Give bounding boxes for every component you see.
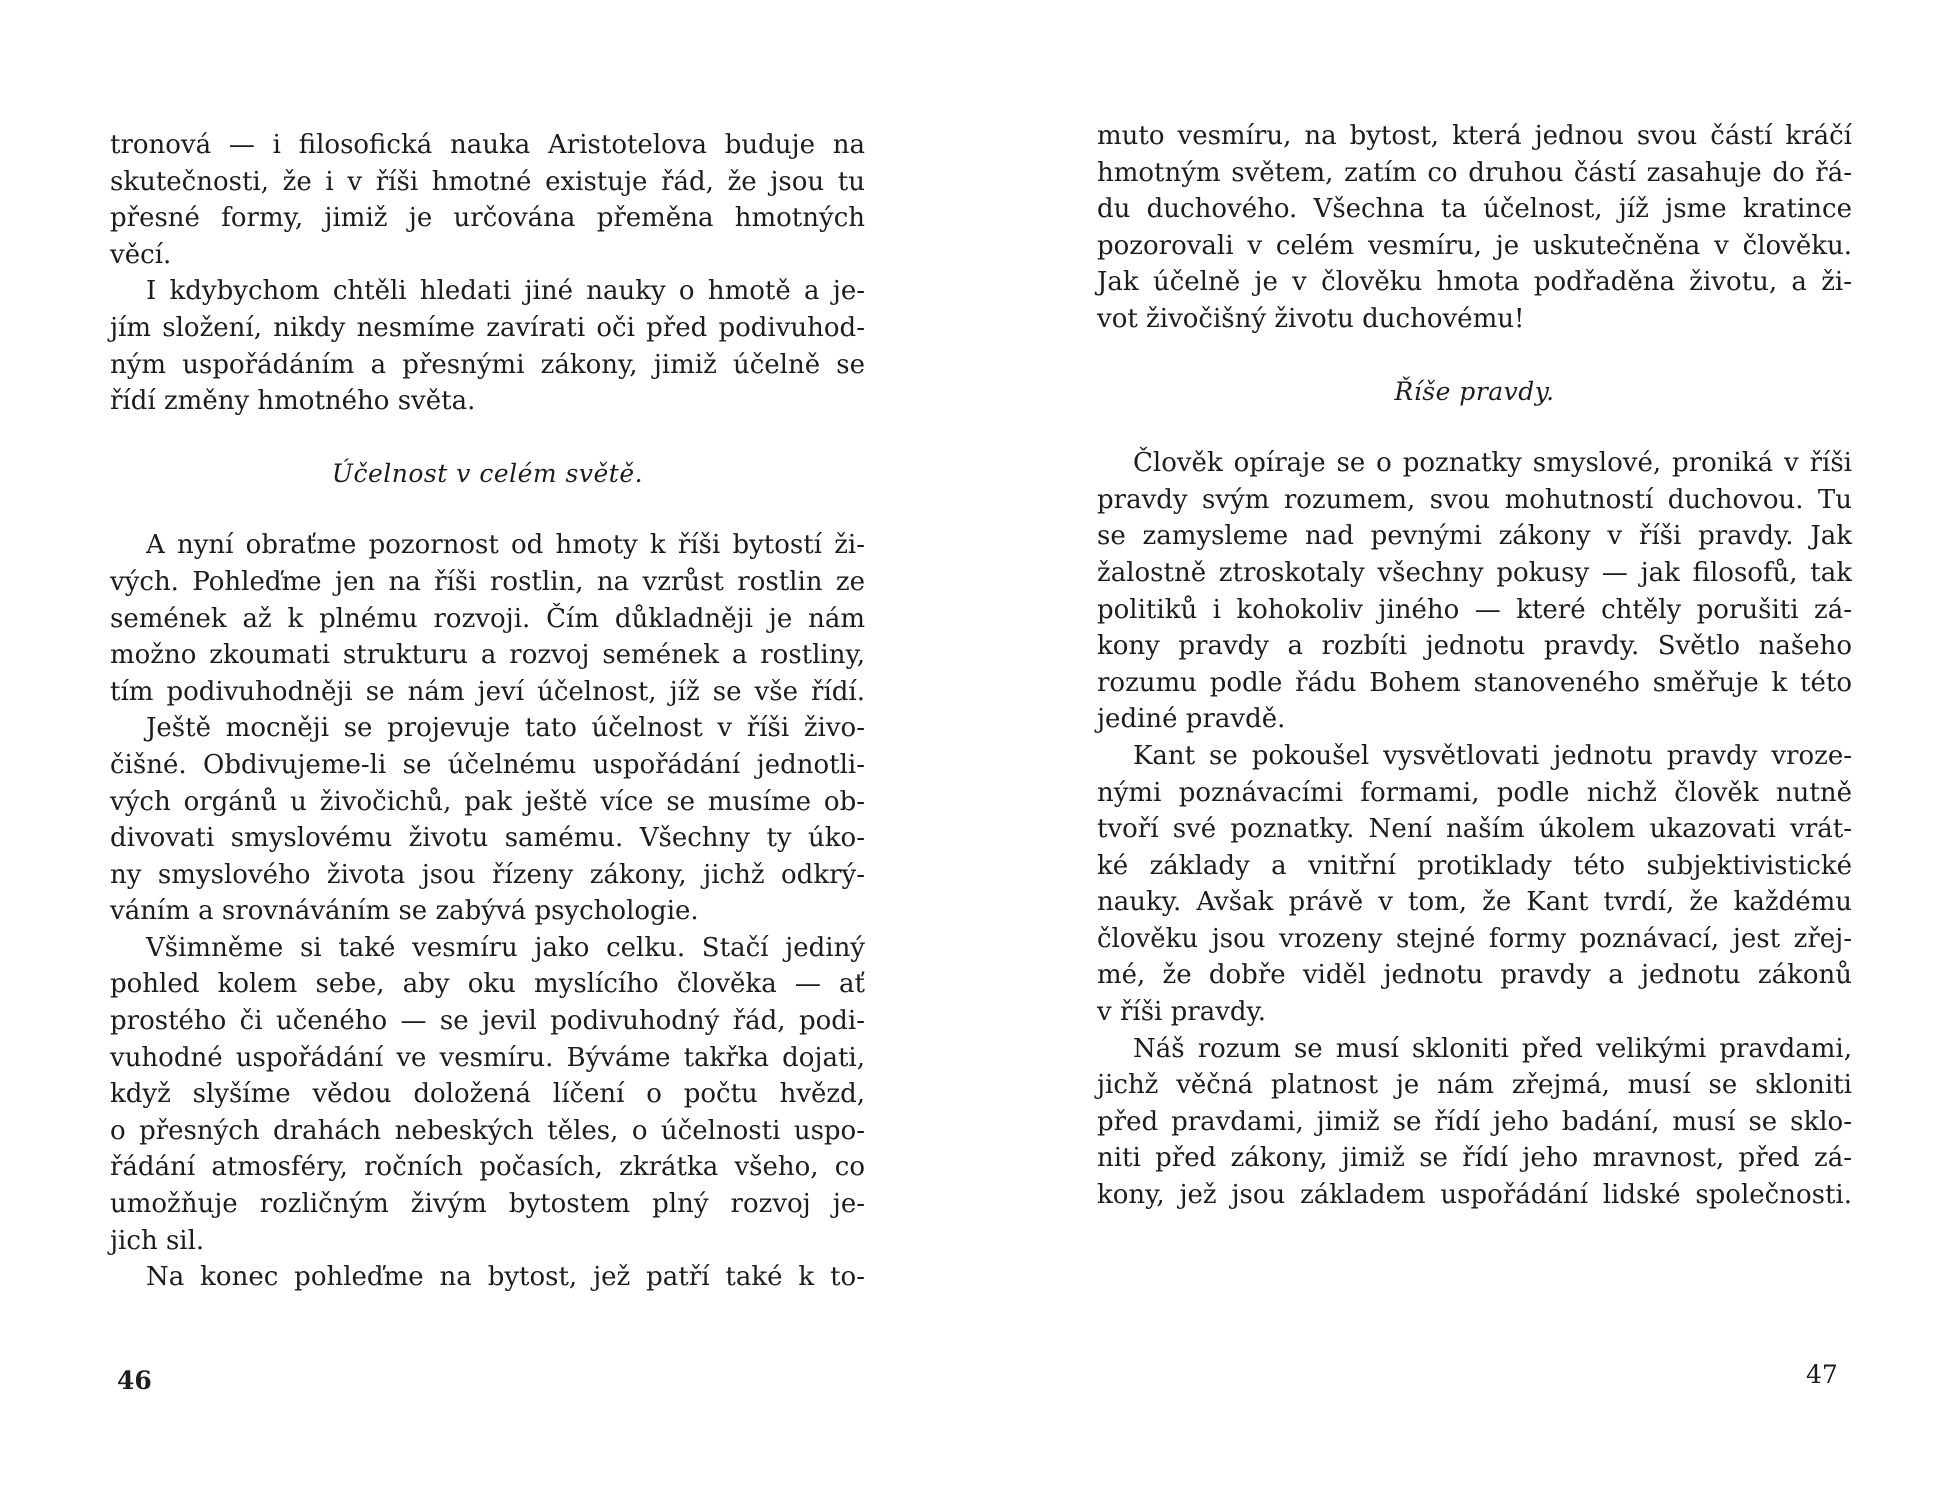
text-line: čišné. Obdivujeme-li se účelnému uspořádání jednotli- bbox=[110, 749, 865, 780]
text-line: du duchového. Všechna ta účelnost, jíž jsme kratince bbox=[1097, 194, 1852, 225]
section-heading: Říše pravdy. bbox=[1394, 376, 1555, 406]
text-line: když slyšíme vědou doložená líčení o počtu hvězd, bbox=[110, 1079, 865, 1110]
text-line: řídí změny hmotného světa. bbox=[110, 386, 476, 417]
text-line: jím složení, nikdy nesmíme zavírati oči před podivuhod- bbox=[110, 312, 865, 343]
text-line: žalostně ztroskotaly všechny pokusy — jak filosofů, tak bbox=[1097, 557, 1852, 588]
text-line: se zamysleme nad pevnými zákony v říši pravdy. Jak bbox=[1097, 521, 1852, 552]
text-line: A nyní obraťme pozornost od hmoty k říši bytostí ži- bbox=[146, 530, 865, 561]
text-line: možno zkoumati strukturu a rozvoj semének a rostliny, bbox=[110, 640, 865, 671]
text-line: Člověk opíraje se o poznatky smyslové, proniká v říši bbox=[1133, 448, 1852, 479]
text-line: Na konec pohleďme na bytost, jež patří také k to- bbox=[146, 1262, 865, 1293]
text-line: umožňuje rozličným živým bytostem plný rozvoj je- bbox=[110, 1189, 865, 1220]
text-line: pohled kolem sebe, aby oku myslícího člověka — ať bbox=[110, 969, 865, 1000]
text-line: mé, že dobře viděl jednotu pravdy a jednotu zákonů bbox=[1097, 960, 1852, 991]
text-line: Kant se pokoušel vysvětlovati jednotu pravdy vroze- bbox=[1133, 740, 1852, 771]
text-line: věcí. bbox=[110, 239, 172, 270]
page-number: 47 bbox=[1806, 1360, 1838, 1389]
text-line: jichž věčná platnost je nám zřejmá, musí se skloniti bbox=[1097, 1070, 1852, 1101]
text-line: politiků i kohokoliv jiného — které chtěly porušiti zá- bbox=[1097, 594, 1852, 625]
text-line: Náš rozum se musí skloniti před velikými pravdami, bbox=[1133, 1033, 1852, 1064]
text-line: Jak účelně je v člověku hmota podřaděna životu, a ži- bbox=[1097, 267, 1852, 298]
text-line: ny smyslového života jsou řízeny zákony, jichž odkrý- bbox=[110, 859, 865, 890]
text-line: ké základy a vnitřní protiklady této subjektivistické bbox=[1097, 850, 1852, 881]
right-text-column bbox=[1097, 118, 1852, 1214]
section-heading: Účelnost v celém světě. bbox=[331, 458, 644, 488]
text-line: jich sil. bbox=[110, 1225, 205, 1256]
text-line: prostého či učeného — se jevil podivuhodný řád, podi- bbox=[110, 1006, 865, 1037]
text-line: před pravdami, jimiž se řídí jeho badání, musí se sklo- bbox=[1097, 1106, 1852, 1137]
right-page bbox=[976, 0, 1952, 1500]
text-line: pozorovali v celém vesmíru, je uskutečněna v člověku. bbox=[1097, 230, 1852, 261]
text-line: vuhodné uspořádání ve vesmíru. Býváme takřka dojati, bbox=[110, 1042, 865, 1073]
text-line: tronová — i filosofická nauka Aristotelova buduje na bbox=[110, 130, 865, 160]
text-line: vot živočišný životu duchovému! bbox=[1097, 303, 1525, 334]
text-line: divovati smyslovému životu samému. Všechny ty úko- bbox=[110, 823, 865, 854]
text-line: pravdy svým rozumem, svou mohutností duchovou. Tu bbox=[1097, 484, 1852, 515]
text-line: vých orgánů u živočichů, pak ještě více se musíme ob- bbox=[110, 786, 865, 817]
text-line: tvoří své poznatky. Není naším úkolem ukazovati vrát- bbox=[1097, 814, 1852, 845]
page-number: 46 bbox=[117, 1366, 152, 1395]
text-line: niti před zákony, jimiž se řídí jeho mravnost, před zá- bbox=[1097, 1143, 1852, 1174]
text-line: v říši pravdy. bbox=[1097, 997, 1267, 1028]
text-line: rozumu podle řádu Bohem stanoveného směřuje k této bbox=[1097, 667, 1852, 698]
text-line: Všimněme si také vesmíru jako celku. Stačí jediný bbox=[146, 932, 865, 963]
text-line: váním a srovnáváním se zabývá psychologie. bbox=[110, 896, 699, 927]
text-line: vých. Pohleďme jen na říši rostlin, na vzrůst rostlin ze bbox=[110, 566, 865, 597]
text-line: Ještě mocněji se projevuje tato účelnost v říši živo- bbox=[146, 713, 865, 744]
text-line: hmotným světem, zatím co druhou částí zasahuje do řá- bbox=[1097, 157, 1852, 188]
text-line: muto vesmíru, na bytost, která jednou svou částí kráčí bbox=[1097, 121, 1852, 151]
text-line: kony pravdy a rozbíti jednotu pravdy. Světlo našeho bbox=[1097, 631, 1852, 662]
text-line: přesné formy, jimiž je určována přeměna hmotných bbox=[110, 203, 865, 234]
left-text-column bbox=[110, 127, 865, 1296]
text-line: ným uspořádáním a přesnými zákony, jimiž účelně se bbox=[110, 349, 865, 380]
text-line: tím podivuhodněji se nám jeví účelnost, jíž se vše řídí. bbox=[110, 676, 865, 707]
text-line: semének až k plnému rozvoji. Čím důkladněji je nám bbox=[110, 603, 865, 634]
text-line: kony, jež jsou základem uspořádání lidské společnosti. bbox=[1097, 1180, 1852, 1211]
text-line: o přesných drahách nebeských těles, o účelnosti uspo- bbox=[110, 1115, 865, 1146]
text-line: člověku jsou vrozeny stejné formy poznávací, jest zřej- bbox=[1097, 923, 1852, 954]
text-line: I kdybychom chtěli hledati jiné nauky o hmotě a je- bbox=[146, 276, 865, 307]
text-line: jediné pravdě. bbox=[1097, 704, 1286, 735]
text-line: skutečnosti, že i v říši hmotné existuje řád, že jsou tu bbox=[110, 166, 865, 197]
text-line: nými poznávacími formami, podle nichž člověk nutně bbox=[1097, 777, 1852, 808]
text-line: nauky. Avšak právě v tom, že Kant tvrdí, že každému bbox=[1097, 887, 1852, 918]
text-line: řádání atmosféry, ročních počasích, zkrátka všeho, co bbox=[110, 1152, 865, 1183]
